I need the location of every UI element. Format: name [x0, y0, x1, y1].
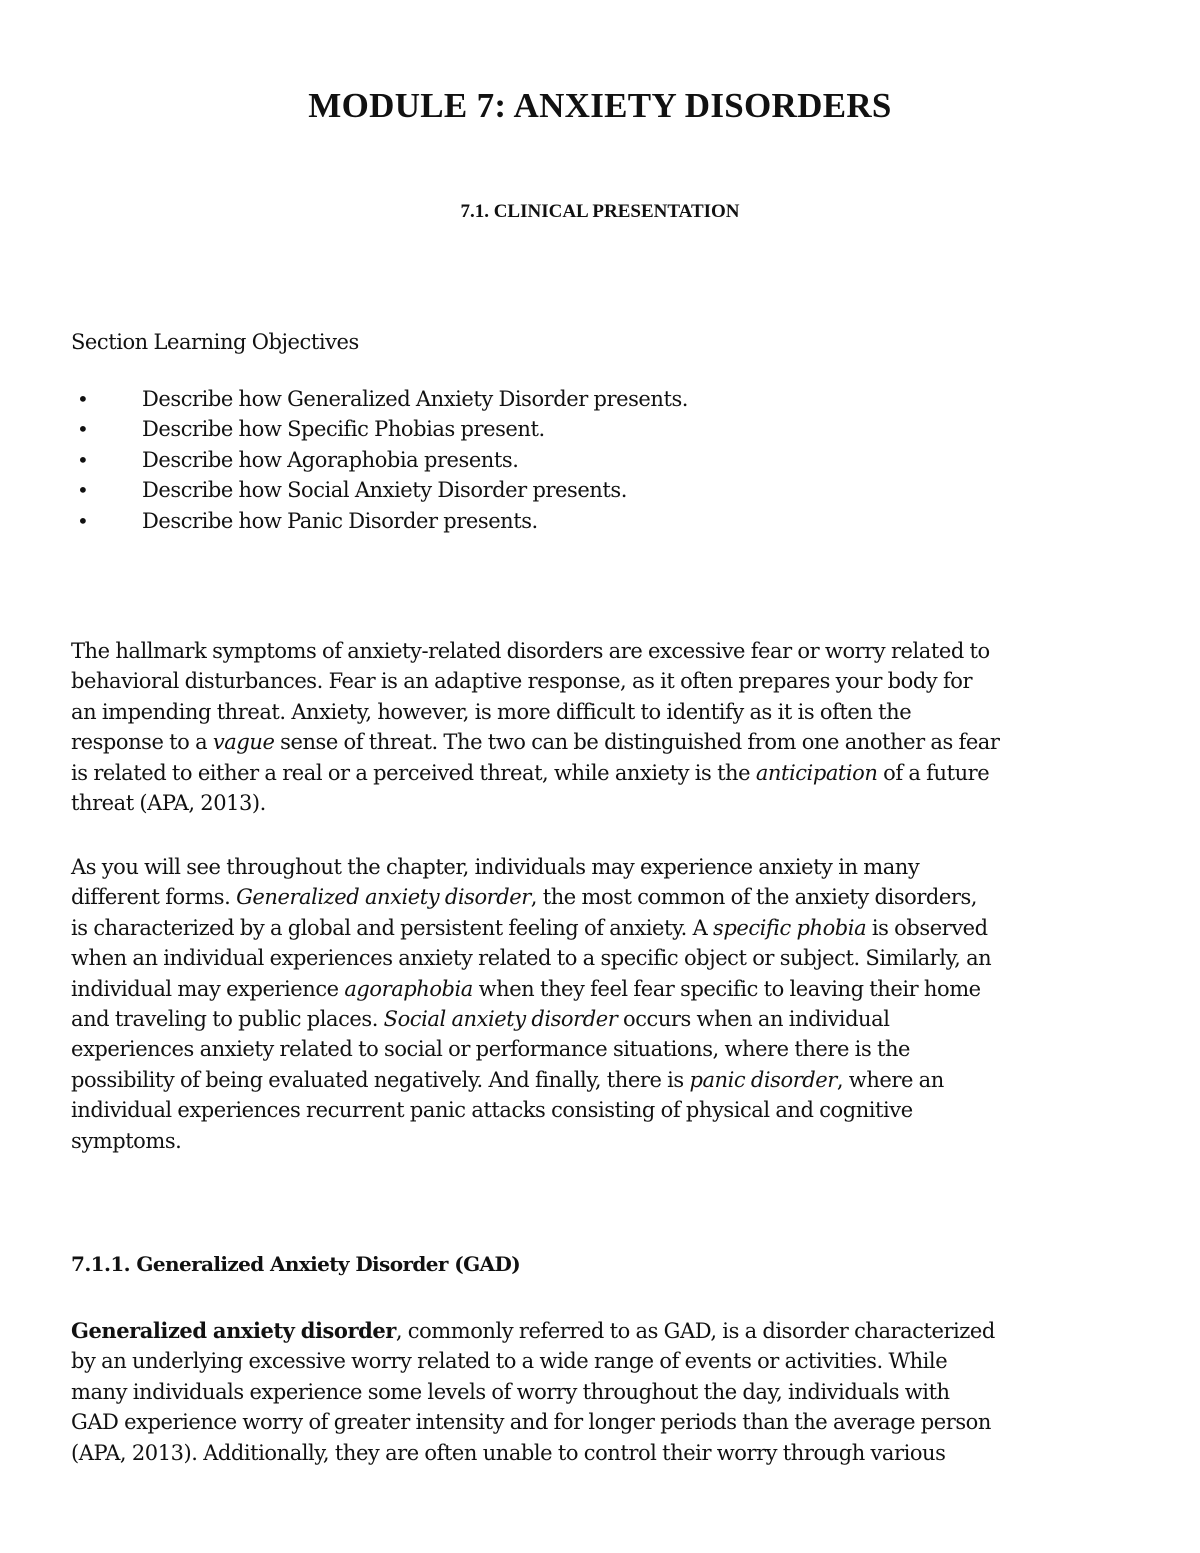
bullet-icon: •	[77, 447, 89, 472]
overview-paragraph: As you will see throughout the chapter, individuals may experience anxiety in many different forms. Generalized anxiety disorder, the most common of the anxiety disorders, is characterized by a global and persistent feeling of anxiety. A specific phobia is observed when an individual experiences anxiety related to a specific object or subject. Similarly, an individual may experience agoraphobia when they feel fear specific to leaving their home and traveling to public places. Social anxiety disorder occurs when an individual experiences anxiety related to social or performance situations, where there is the possibility of being evaluated negatively. And finally, there is panic disorder, where an individual experiences recurrent panic attacks consisting of physical and cognitive symptoms.	[71, 855, 992, 1153]
list-item: • Describe how Panic Disorder presents.	[71, 506, 688, 536]
list-item: • Describe how Generalized Anxiety Disorder presents.	[71, 384, 688, 414]
page-title: MODULE 7: ANXIETY DISORDERS	[308, 86, 892, 125]
intro-paragraph: The hallmark symptoms of anxiety-related disorders are excessive fear or worry related to behavioral disturbances. Fear is an adaptive response, as it often prepares your body for an impending threat. Anxiety, however, is more difficult to identify as it is often the response to a vague sense of threat. The two can be distinguished from one another as fear is related to either a real or a perceived threat, while anxiety is the anticipation of a future threat (APA, 2013).	[71, 639, 1000, 816]
list-item: • Describe how Agoraphobia presents.	[71, 445, 688, 475]
bullet-icon: •	[77, 478, 89, 503]
gad-paragraph: Generalized anxiety disorder, commonly referred to as GAD, is a disorder characterized by an underlying excessive worry related to a wide range of events or activities. While many individuals experience some levels of worry throughout the day, individuals with GAD experience worry of greater intensity and for longer periods than the average person (APA, 2013). Additionally, they are often unable to control their worry through various	[71, 1318, 995, 1465]
list-item: • Describe how Specific Phobias present.	[71, 414, 688, 444]
section-subtitle: 7.1. CLINICAL PRESENTATION	[460, 201, 740, 222]
objectives-list	[71, 384, 688, 536]
list-item: • Describe how Social Anxiety Disorder presents.	[71, 475, 688, 505]
bullet-icon: •	[77, 508, 89, 533]
bullet-icon: •	[77, 417, 89, 442]
gad-section-heading: 7.1.1. Generalized Anxiety Disorder (GAD)	[71, 1252, 521, 1276]
bullet-icon: •	[77, 387, 89, 411]
objectives-heading: Section Learning Objectives	[71, 330, 359, 354]
